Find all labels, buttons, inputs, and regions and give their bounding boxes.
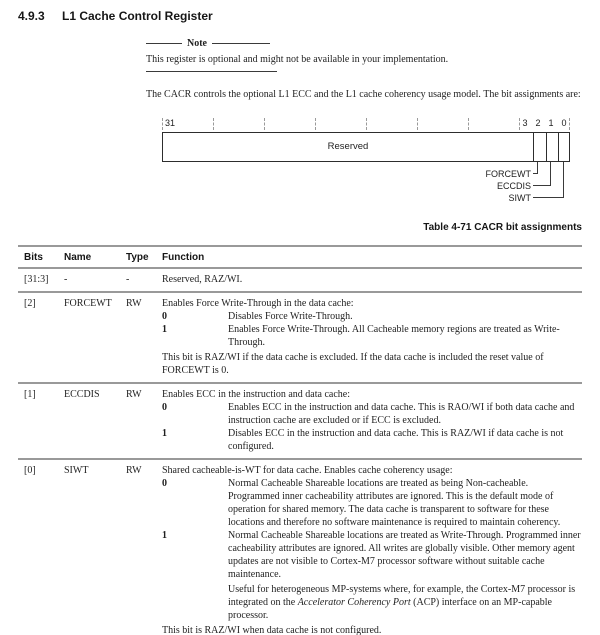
function-cell	[162, 464, 582, 635]
bits-cell: [1]	[24, 389, 36, 400]
table-row-reserved	[18, 267, 582, 291]
name-cell: -	[64, 274, 68, 285]
value-number: 1	[162, 530, 167, 541]
value-row	[162, 323, 582, 349]
bit-cell-divider	[558, 133, 559, 161]
table-row-eccdis	[18, 382, 582, 458]
bit-tick	[162, 118, 163, 130]
note-header	[146, 38, 546, 48]
name-cell: SIWT	[64, 465, 89, 476]
bit-cell-divider	[546, 133, 547, 161]
bit-tick	[417, 118, 418, 130]
note-rule-bottom	[146, 71, 277, 72]
value-number: 0	[162, 478, 167, 489]
bit-tick	[213, 118, 214, 130]
value-description: Disables Force Write-Through.	[228, 311, 353, 322]
value-row	[162, 310, 582, 323]
type-cell: RW	[126, 298, 142, 309]
note-block	[146, 38, 546, 72]
value-number: 1	[162, 428, 167, 439]
bit-number-31: 31	[165, 118, 176, 128]
column-header-bits: Bits	[24, 252, 43, 263]
bit-tick	[315, 118, 316, 130]
bits-cell: [31:3]	[24, 274, 49, 285]
reserved-field: Reserved	[327, 141, 369, 152]
value-number: 0	[162, 402, 167, 413]
bit-assignments-table	[18, 245, 582, 635]
value-row	[162, 529, 582, 622]
type-cell: RW	[126, 465, 142, 476]
bits-cell: [0]	[24, 465, 36, 476]
note-rule-right	[212, 43, 270, 44]
italic-term: Accelerator Coherency Port	[297, 597, 411, 608]
note-label: Note	[187, 37, 207, 49]
type-cell: -	[126, 274, 130, 285]
bits-cell: [2]	[24, 298, 36, 309]
value-row	[162, 401, 582, 427]
value-description: Disables ECC in the instruction and data cache. This is RAZ/WI if data cache is not configured.	[228, 428, 564, 452]
value-number: 0	[162, 311, 167, 322]
function-note: This bit is RAZ/WI when data cache is not configured.	[162, 625, 382, 635]
value-description: Enables ECC in the instruction and data cache. This is RAO/WI if both data cache and instruction cache are excluded or if ECC is excluded.	[228, 402, 575, 426]
field-label-forcewt: FORCEWT	[485, 169, 531, 179]
function-intro: Enables Force Write-Through in the data cache:	[162, 298, 354, 309]
bit-number-3: 3	[522, 118, 528, 128]
bit-number-2: 2	[535, 118, 541, 128]
table-row-forcewt	[18, 291, 582, 382]
function-intro: Shared cacheable-is-WT for data cache. Enables cache coherency usage:	[162, 465, 453, 476]
section-title: L1 Cache Control Register	[62, 9, 213, 23]
function-intro: Enables ECC in the instruction and data cache:	[162, 389, 350, 400]
column-header-name: Name	[64, 252, 92, 263]
value-description: Normal Cacheable Shareable locations are treated as being Non-cacheable. Programmed inner cacheability attributes are ignored. This is the default mode of operation for shared memory. The data cache is transparent to software for these locations and therefore no software maintenance is required to maintain coherency.	[228, 478, 561, 528]
value-row	[162, 477, 582, 529]
intro-paragraph: The CACR controls the optional L1 ECC and the L1 cache coherency usage model. The bit assignments are:	[146, 89, 581, 100]
bit-cell-divider	[533, 133, 534, 161]
bit-number-1: 1	[548, 118, 554, 128]
text-segment: Useful for heterogeneous MP-systems where, for example, the Cortex-M7 processor is integrated on the	[228, 584, 576, 608]
name-cell: FORCEWT	[64, 298, 112, 309]
function-note: This bit is RAZ/WI if the data cache is excluded. If the data cache is included the reset value of FORCEWT is 0.	[162, 352, 544, 376]
register-diagram	[0, 116, 600, 216]
function-cell: Reserved, RAZ/WI.	[162, 274, 243, 285]
value-row	[162, 427, 582, 453]
column-header-function: Function	[162, 252, 205, 263]
value-description: Enables Force Write-Through. All Cacheable memory regions are treated as Write-Through.	[228, 324, 560, 348]
value-description	[228, 529, 582, 622]
table-row-siwt	[18, 458, 582, 635]
section-number: 4.9.3	[18, 9, 45, 23]
table-header-row	[18, 247, 582, 267]
register-box	[162, 132, 570, 162]
siwt-connector-line	[533, 162, 564, 198]
value-paragraph	[228, 583, 582, 622]
name-cell: ECCDIS	[64, 389, 100, 400]
note-rule-left	[146, 43, 182, 44]
function-cell	[162, 297, 582, 377]
type-cell: RW	[126, 389, 142, 400]
note-text: This register is optional and might not be available in your implementation.	[146, 54, 449, 65]
column-header-type: Type	[126, 252, 149, 263]
bit-number-0: 0	[561, 118, 567, 128]
value-paragraph: Normal Cacheable Shareable locations are treated as Write-Through. Programmed inner cacheability attributes are ignored. All writes are globally visible. Other memory agent updates are not visible to Cortex-M7 processor software without suitable cache maintenance.	[228, 530, 581, 580]
field-label-siwt: SIWT	[508, 193, 531, 203]
bit-tick	[366, 118, 367, 130]
table-title: Table 4-71 CACR bit assignments	[423, 222, 582, 233]
function-cell	[162, 388, 582, 453]
text-segment: (ACP) interface on an MP-capable processor.	[228, 597, 552, 621]
value-number: 1	[162, 324, 167, 335]
bit-tick	[468, 118, 469, 130]
bit-tick	[264, 118, 265, 130]
section-heading	[18, 10, 213, 23]
field-label-eccdis: ECCDIS	[496, 181, 531, 191]
